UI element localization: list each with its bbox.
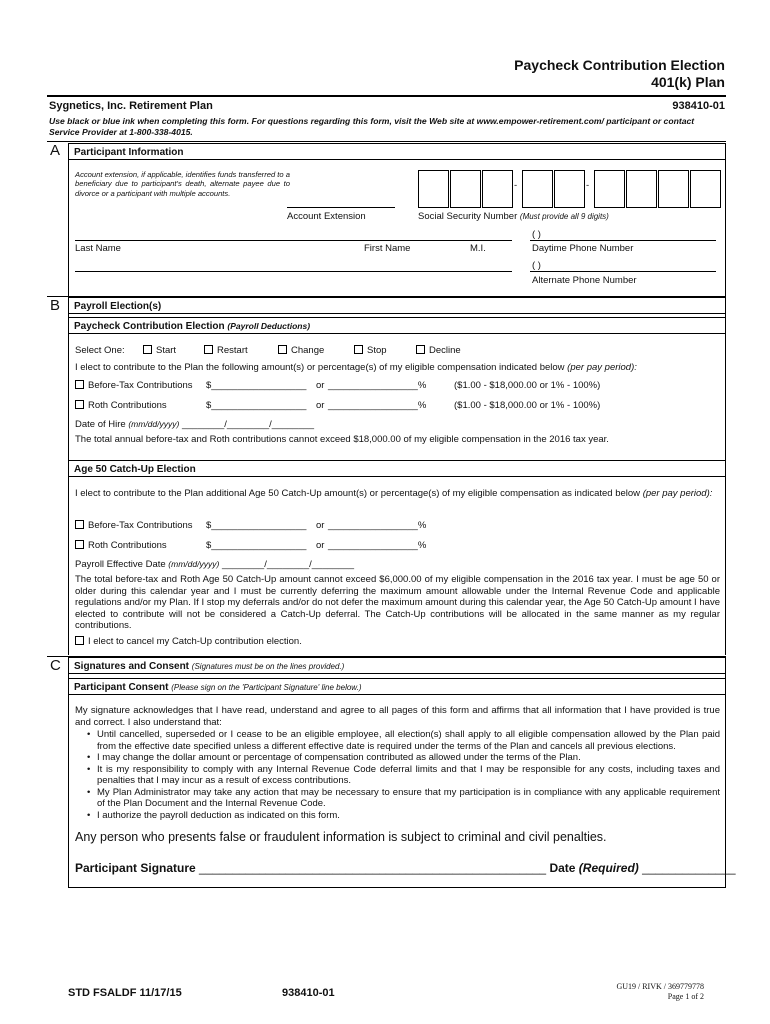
option-change-label: Change — [291, 345, 325, 356]
paycheck-election-note: (Payroll Deductions) — [227, 321, 311, 331]
change-checkbox[interactable] — [278, 345, 287, 354]
footer-form-id: STD FSALDF 11/17/15 — [68, 987, 182, 999]
section-c-border — [68, 657, 69, 888]
section-c-title-note: (Signatures must be on the lines provided.) — [191, 662, 345, 671]
option-start-label: Start — [156, 345, 177, 356]
start-checkbox[interactable] — [143, 345, 152, 354]
alt-phone-field[interactable] — [530, 271, 716, 272]
footer-right — [616, 982, 704, 1002]
consent-bullet-3: • It is my responsibility to comply with any Internal Revenue Code deferral limits and that I may be responsible for any costs, including taxes and penalties that I may incur as a result of excess contributions. — [97, 764, 720, 787]
catchup-roth-dollar-field[interactable]: $__________________ — [206, 540, 307, 551]
option-stop[interactable] — [354, 345, 387, 356]
ssn-dash-1: - — [514, 180, 518, 191]
catchup-before-tax-or: or — [316, 520, 325, 531]
before-tax-or: or — [316, 380, 325, 391]
hire-date-label: Date of Hire — [75, 419, 126, 430]
catchup-roth-or: or — [316, 540, 325, 551]
roth-range: ($1.00 - $18,000.00 or 1% - 100%) — [454, 400, 601, 411]
before-tax-checkbox[interactable] — [75, 380, 84, 389]
catchup-elect — [75, 488, 720, 500]
section-a-border-right — [725, 143, 726, 296]
hire-date-note: (mm/dd/yyyy) — [128, 419, 180, 429]
daytime-phone-field[interactable] — [530, 240, 716, 241]
roth-checkbox[interactable] — [75, 400, 84, 409]
payroll-effective-note: (mm/dd/yyyy) — [168, 559, 220, 569]
catchup-title: Age 50 Catch-Up Election — [68, 460, 726, 477]
instructions: Use black or blue ink when completing this form. For questions regarding this form, visit the Web site at www.empower-retirement.com/ participant or contact Service Provider at 1-800-338-4015. — [49, 116, 695, 137]
catchup-before-tax-checkbox[interactable] — [75, 520, 84, 529]
title-line-2: 401(k) Plan — [651, 74, 725, 90]
option-start[interactable] — [143, 345, 176, 356]
fraud-warning: Any person who presents false or fraudulent information is subject to criminal and civil penalties. — [75, 830, 607, 844]
catchup-roth-pct-field[interactable]: _________________% — [328, 540, 427, 551]
cancel-catchup-row — [75, 636, 302, 647]
catchup-roth-label: Roth Contributions — [88, 540, 167, 551]
ssn-digit-3[interactable] — [482, 170, 513, 208]
section-a-border — [68, 143, 69, 296]
paycheck-election-header — [68, 317, 726, 334]
form-title — [514, 57, 725, 91]
name-field[interactable] — [75, 240, 512, 241]
elect-text — [75, 362, 637, 373]
date-required: (Required) — [578, 861, 639, 875]
roth-or: or — [316, 400, 325, 411]
date-field[interactable]: ______________ — [642, 861, 736, 875]
ssn-digit-9[interactable] — [690, 170, 721, 208]
ssn-digit-5[interactable] — [554, 170, 585, 208]
before-tax-dollar-field[interactable]: $__________________ — [206, 380, 307, 391]
consent-bullets — [85, 729, 720, 821]
ssn-digit-6[interactable] — [594, 170, 625, 208]
section-a-rule — [47, 141, 726, 142]
hire-date-field[interactable]: ________/________/________ — [181, 419, 315, 430]
catchup-before-tax-pct-field[interactable]: _________________% — [328, 520, 427, 531]
section-c-bottom — [68, 887, 726, 888]
catchup-before-tax-label: Before-Tax Contributions — [88, 520, 193, 531]
plan-number: 938410-01 — [672, 100, 725, 112]
date-label: Date — [549, 861, 576, 875]
before-tax-row — [75, 380, 193, 391]
option-change[interactable] — [278, 345, 324, 356]
catchup-before-tax-dollar-field[interactable]: $__________________ — [206, 520, 307, 531]
section-c-title-text: Signatures and Consent — [74, 661, 190, 672]
last-name-label: Last Name — [75, 243, 121, 254]
roth-dollar-field[interactable]: $__________________ — [206, 400, 307, 411]
alt-phone-paren: ( ) — [532, 260, 541, 271]
option-restart[interactable] — [204, 345, 248, 356]
stop-checkbox[interactable] — [354, 345, 363, 354]
section-a-letter: A — [50, 142, 61, 159]
roth-label: Roth Contributions — [88, 400, 167, 411]
restart-checkbox[interactable] — [204, 345, 213, 354]
plan-name: Sygnetics, Inc. Retirement Plan — [49, 100, 213, 112]
participant-consent-note: (Please sign on the 'Participant Signature' line below.) — [171, 683, 362, 692]
option-decline[interactable] — [416, 345, 461, 356]
catchup-before-tax-row — [75, 520, 193, 531]
participant-consent-header — [68, 678, 726, 695]
annual-limit-text: The total annual before-tax and Roth contributions cannot exceed $18,000.00 of my eligible compensation in the 2016 tax year. — [75, 434, 609, 445]
signature-field[interactable]: ____________________________________________________ — [199, 861, 547, 875]
footer-code: GU19 / RIVK / 369779778 — [616, 982, 704, 991]
consent-bullet-4: • My Plan Administrator may take any action that may be necessary to ensure that my participation is in compliance with any applicable requirement of the Plan Document and the Internal Revenue Code. — [97, 787, 720, 810]
catchup-roth-row — [75, 540, 167, 551]
account-extension-field[interactable] — [287, 207, 395, 208]
option-decline-label: Decline — [429, 345, 461, 356]
footer-plan-number: 938410-01 — [282, 987, 335, 999]
payroll-effective-row — [75, 559, 354, 570]
title-line-1: Paycheck Contribution Election — [514, 57, 725, 73]
elect-text-main: I elect to contribute to the Plan the following amount(s) or percentage(s) of my eligible compensation indicated below — [75, 362, 565, 373]
roth-row — [75, 400, 167, 411]
section-b-letter: B — [50, 297, 61, 314]
consent-bullet-1: • Until cancelled, superseded or I cease to be an eligible employee, all election(s) shall apply to all eligible compensation allowed by the Plan paid from the effective date specified unless a different effective date is required under the terms of the Plan and cancels all previous elections. — [97, 729, 720, 752]
section-c-border-right — [725, 657, 726, 888]
ssn-digit-2[interactable] — [450, 170, 481, 208]
header-rule — [47, 95, 726, 97]
daytime-phone-label: Daytime Phone Number — [532, 243, 634, 254]
select-one-label: Select One: — [75, 345, 125, 356]
decline-checkbox[interactable] — [416, 345, 425, 354]
ssn-digit-7[interactable] — [626, 170, 657, 208]
catchup-total-text: The total before-tax and Roth Age 50 Catch-Up amount cannot exceed $6,000.00 of my eligible compensation in the 2016 tax year. I must be age 50 or older during this calendar year and I must be currently deferring the maximum amount allowable under the Internal Revenue Code and applicable regulations and/or my Plan. If I stop my deferrals and/or do not defer the maximum amount during this calendar year, the Age 50 Catch-Up amount I have elected to contribute will not be considered a Catch-Up deferral. The Catch-Up contributions will be allocated in the same manner as my regular contributions. — [75, 574, 720, 631]
participant-consent-title: Participant Consent — [74, 682, 169, 693]
daytime-phone-paren: ( ) — [532, 229, 541, 240]
before-tax-pct-field[interactable]: _________________% — [328, 380, 427, 391]
ssn-label: Social Security Number — [418, 211, 518, 222]
signature-row — [75, 861, 736, 875]
mi-label: M.I. — [470, 243, 486, 254]
cancel-catchup-checkbox[interactable] — [75, 636, 84, 645]
ssn-digit-8[interactable] — [658, 170, 689, 208]
alt-phone-label: Alternate Phone Number — [532, 275, 637, 286]
option-restart-label: Restart — [217, 345, 248, 356]
catchup-elect-main: I elect to contribute to the Plan additional Age 50 Catch-Up amount(s) or percentage(s) of my eligible compensation as indicated below — [75, 488, 641, 499]
section-c-letter: C — [50, 657, 61, 674]
footer-page: Page 1 of 2 — [667, 992, 704, 1001]
section-c-title — [68, 657, 726, 674]
hire-date-row — [75, 419, 314, 430]
elect-text-note: (per pay period): — [567, 362, 637, 373]
roth-pct-field[interactable]: _________________% — [328, 400, 427, 411]
address-field[interactable] — [75, 271, 512, 272]
ssn-note: (Must provide all 9 digits) — [519, 212, 609, 221]
option-stop-label: Stop — [367, 345, 387, 356]
account-note: Account extension, if applicable, identifies funds transferred to a beneficiary due to participant's death, alternate payee due to divorce or a participant with multiple accounts. — [75, 170, 290, 198]
catchup-roth-checkbox[interactable] — [75, 540, 84, 549]
section-a-title: Participant Information — [68, 143, 726, 160]
payroll-effective-label: Payroll Effective Date — [75, 559, 166, 570]
ssn-dash-2: - — [586, 180, 590, 191]
payroll-effective-field[interactable]: ________/________/________ — [221, 559, 355, 570]
ssn-digit-1[interactable] — [418, 170, 449, 208]
before-tax-range: ($1.00 - $18,000.00 or 1% - 100%) — [454, 380, 601, 391]
consent-bullet-2: • I may change the dollar amount or percentage of compensation contributed as allowed under the terms of the Plan. — [97, 752, 720, 764]
ssn-digit-4[interactable] — [522, 170, 553, 208]
first-name-label: First Name — [364, 243, 411, 254]
before-tax-label: Before-Tax Contributions — [88, 380, 193, 391]
consent-bullet-5: • I authorize the payroll deduction as indicated on this form. — [97, 810, 720, 822]
paycheck-election-title: Paycheck Contribution Election — [74, 321, 225, 332]
signature-label: Participant Signature — [75, 861, 196, 875]
cancel-catchup-label: I elect to cancel my Catch-Up contribution election. — [88, 636, 302, 647]
consent-intro: My signature acknowledges that I have read, understand and agree to all pages of this form and affirms that all information that I have provided is true and correct. I also understand that: — [75, 705, 720, 728]
catchup-elect-note: (per pay period): — [642, 488, 713, 499]
ssn-label-wrap — [418, 211, 609, 222]
account-extension-label: Account Extension — [287, 211, 366, 222]
section-b-title: Payroll Election(s) — [68, 297, 726, 314]
